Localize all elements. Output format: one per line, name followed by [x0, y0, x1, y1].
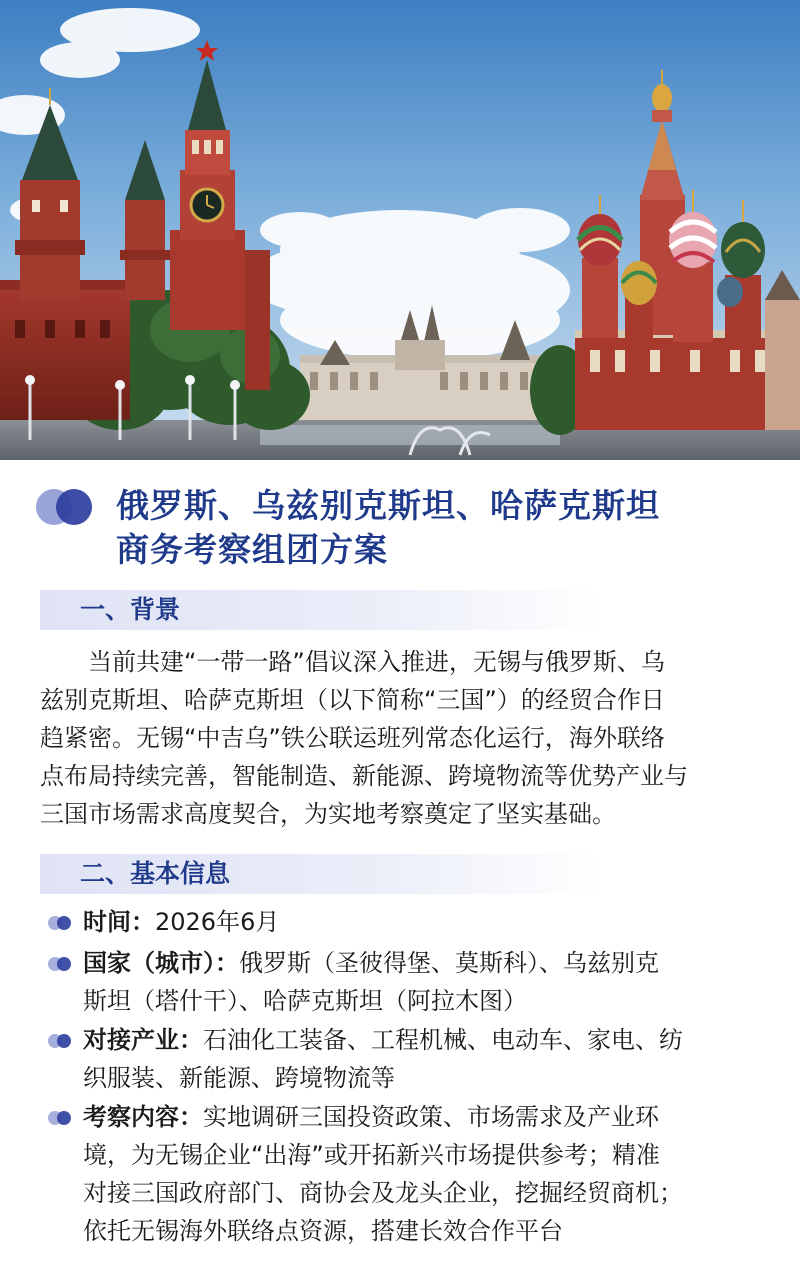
info-label: 国家（城市）：	[83, 949, 239, 977]
paragraph-line: 趋紧密。无锡“中吉乌”铁公联运班列常态化运行，海外联络	[40, 724, 665, 752]
info-value: 对接三国政府部门、商协会及龙头企业，挖掘经贸商机；	[83, 1179, 683, 1207]
double-dot-icon	[36, 489, 92, 529]
section-heading: 一、背景	[80, 595, 181, 624]
section-heading: 二、基本信息	[80, 859, 231, 888]
double-dot-bullet-icon	[48, 1111, 74, 1125]
info-value: 境，为无锡企业“出海”或开拓新兴市场提供参考；精准	[83, 1141, 660, 1169]
info-value: 2026年6月	[155, 908, 280, 936]
section-header-background	[40, 590, 600, 630]
paragraph-line: 兹别克斯坦、哈萨克斯坦（以下简称“三国”）的经贸合作日	[40, 686, 665, 714]
title-block	[36, 484, 776, 584]
paragraph-line: 点布局持续完善，智能制造、新能源、跨境物流等优势产业与	[40, 762, 688, 790]
info-value: 石油化工装备、工程机械、电动车、家电、纺	[203, 1026, 683, 1054]
double-dot-bullet-icon	[48, 957, 74, 971]
info-label: 考察内容：	[83, 1103, 203, 1131]
info-value: 实地调研三国投资政策、市场需求及产业环	[203, 1103, 659, 1131]
info-value: 依托无锡海外联络点资源，搭建长效合作平台	[83, 1217, 563, 1245]
info-label: 对接产业：	[83, 1026, 203, 1054]
section-header-basic-info	[40, 854, 600, 894]
title-line-1: 俄罗斯、乌兹别克斯坦、哈萨克斯坦	[116, 486, 660, 525]
paragraph-line: 三国市场需求高度契合，为实地考察奠定了坚实基础。	[40, 800, 616, 828]
title-line-2: 商务考察组团方案	[116, 530, 388, 569]
page-title	[116, 484, 776, 572]
double-dot-bullet-icon	[48, 916, 74, 930]
background-paragraph	[40, 643, 760, 833]
paragraph-line: 当前共建“一带一路”倡议深入推进，无锡与俄罗斯、乌	[88, 648, 665, 676]
info-value: 俄罗斯（圣彼得堡、莫斯科）、乌兹别克	[239, 949, 659, 977]
info-value: 织服装、新能源、跨境物流等	[83, 1064, 395, 1092]
double-dot-bullet-icon	[48, 1034, 74, 1048]
hero-image-moscow	[0, 0, 800, 460]
info-label: 时间：	[83, 908, 155, 936]
info-value: 斯坦（塔什干）、哈萨克斯坦（阿拉木图）	[83, 987, 527, 1015]
